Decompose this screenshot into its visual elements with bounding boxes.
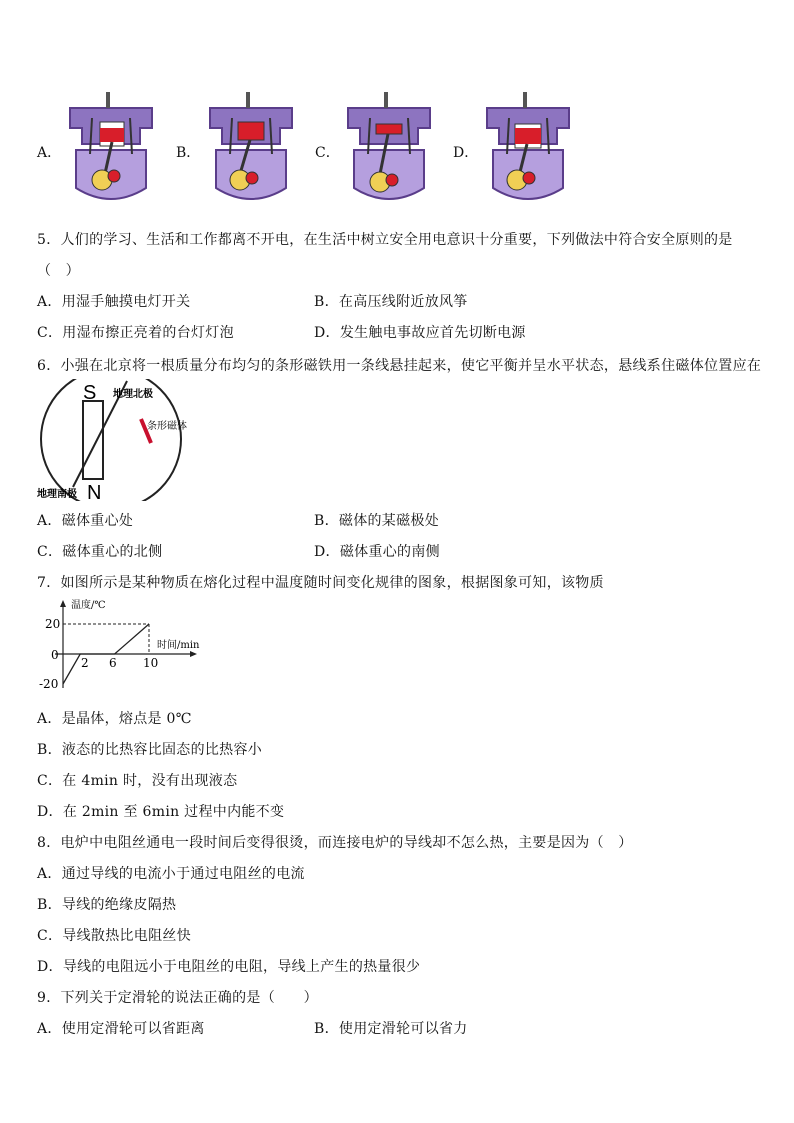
option-c-label: C．	[315, 145, 340, 161]
engine-diagram-d	[479, 88, 577, 210]
q9-option-b: B．使用定滑轮可以省力	[314, 1021, 468, 1037]
magnet-earth-diagram	[37, 379, 197, 501]
q7-option-c: C．在 4min 时，没有出现液态	[37, 773, 238, 789]
q6-stem: 6．小强在北京将一根质量分布均匀的条形磁铁用一条线悬挂起来，使它平衡并呈水平状态，悬线系住磁体位置应在	[37, 358, 762, 374]
q5-option-c: C．用湿布擦正亮着的台灯灯泡	[37, 325, 234, 341]
q8-option-c: C．导线散热比电阻丝快	[37, 928, 192, 944]
y-axis-label: 温度/℃	[71, 600, 106, 611]
option-d-label: D．	[453, 145, 479, 161]
q7-option-a: A．是晶体，熔点是 0℃	[37, 711, 192, 727]
x-tick-6: 6	[109, 656, 117, 670]
x-axis-label: 时间/min	[157, 640, 200, 651]
q7-option-b: B．液态的比热容比固态的比热容小	[37, 742, 263, 758]
melting-graph	[37, 598, 207, 696]
q9-option-a: A．使用定滑轮可以省距离	[37, 1021, 205, 1037]
q5-stem: 5．人们的学习、生活和工作都离不开电，在生活中树立安全用电意识十分重要，下列做法中符合安全原则的是	[37, 232, 733, 248]
geo-south-label: 地理南极	[37, 489, 77, 500]
q8-option-a: A．通过导线的电流小于通过电阻丝的电流	[37, 866, 305, 882]
y-tick-20: 20	[45, 617, 61, 631]
q5-option-d: D．发生触电事故应首先切断电源	[314, 325, 526, 341]
y-tick-0: 0	[51, 648, 59, 662]
q5-paren: （ ）	[37, 263, 80, 279]
q7-option-d: D．在 2min 至 6min 过程中内能不变	[37, 804, 285, 820]
magnet-label: 条形磁体	[147, 421, 187, 432]
x-tick-2: 2	[81, 656, 89, 670]
q8-option-b: B．导线的绝缘皮隔热	[37, 897, 177, 913]
north-pole-n: N	[87, 482, 102, 501]
engine-diagram-a	[62, 88, 160, 210]
q8-stem: 8．电炉中电阻丝通电一段时间后变得很烫，而连接电炉的导线却不怎么热，主要是因为（ ）	[37, 835, 633, 851]
engine-diagram-c	[340, 88, 438, 210]
q6-option-a: A．磁体重心处	[37, 513, 134, 529]
q6-option-d: D．磁体重心的南侧	[314, 544, 440, 560]
q8-option-d: D．导线的电阻远小于电阻丝的电阻，导线上产生的热量很少	[37, 959, 421, 975]
geo-north-label: 地理北极	[113, 389, 153, 400]
q5-option-a: A．用湿手触摸电灯开关	[37, 294, 191, 310]
south-pole-s: S	[83, 382, 97, 404]
x-tick-10: 10	[143, 656, 159, 670]
y-tick-neg20: -20	[39, 677, 59, 691]
q9-stem: 9．下列关于定滑轮的说法正确的是（ ）	[37, 990, 318, 1006]
q6-option-b: B．磁体的某磁极处	[314, 513, 439, 529]
engine-diagram-b	[202, 88, 300, 210]
option-a-label: A．	[37, 145, 62, 161]
q6-option-c: C．磁体重心的北侧	[37, 544, 163, 560]
option-b-label: B．	[176, 145, 201, 161]
q7-stem: 7．如图所示是某种物质在熔化过程中温度随时间变化规律的图象，根据图象可知，该物质	[37, 575, 604, 591]
q5-option-b: B．在高压线附近放风筝	[314, 294, 468, 310]
